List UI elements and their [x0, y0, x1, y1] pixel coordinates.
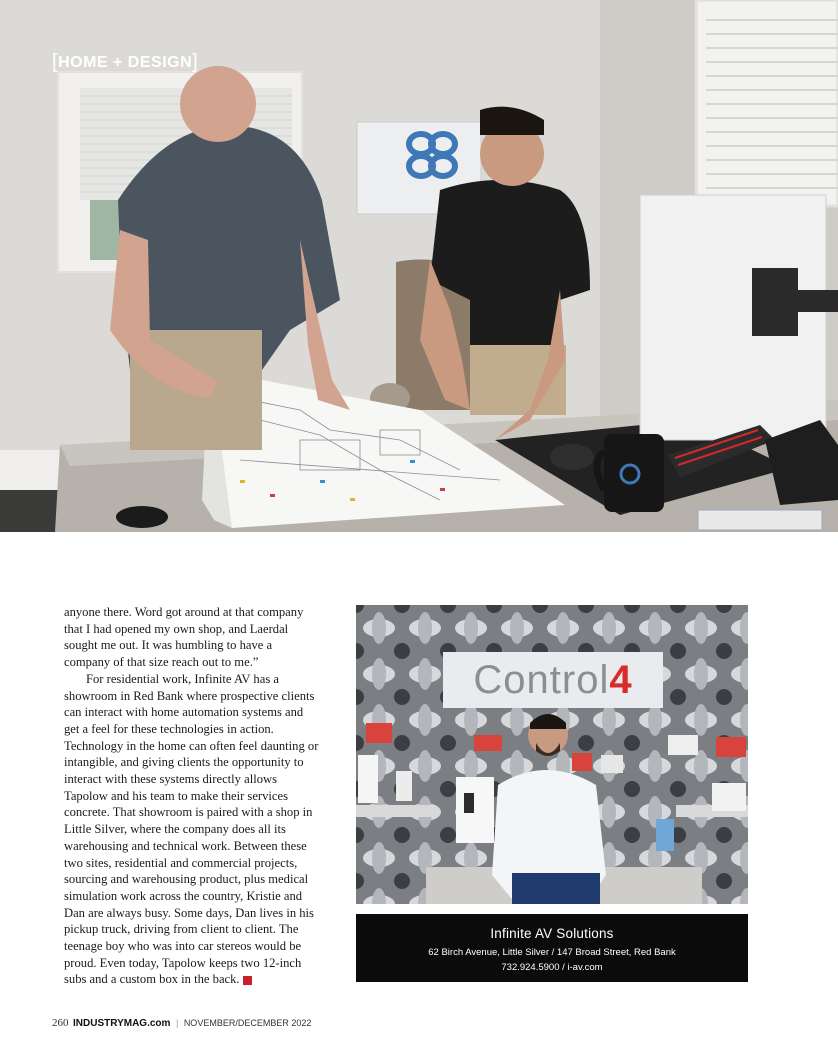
showroom-photo-illustration — [356, 605, 748, 904]
business-name: Infinite AV Solutions — [490, 926, 614, 941]
article-paragraph — [64, 671, 320, 988]
business-contact: 732.924.5900 / i-av.com — [501, 962, 603, 973]
article-paragraph-text: For residential work, Infinite AV has a showroom in Red Bank where prospective clients can interact with home automation systems and get a feel for these technologies in action. Technology in the home can often feel daunting or intangible, and giving clients the opportunity to interact with these systems directly allows Tapolow and his team to make their services concrete. That showroom is paired with a shop in Little Silver, where the company does all its warehousing and technical work. Between these two sites, residential and commercial projects, sourcing and warehousing product, plus medical simulation work across the country, Kristie and Dan are always busy. Some days, Dan lives in his pickup truck, driving from client to client. The teenage boy who was into car stereos would be proud. Even today, Tapolow keeps two 12-inch subs and a custom box in the back. — [64, 671, 319, 987]
section-tag — [52, 50, 198, 73]
showroom-photo — [356, 605, 748, 904]
article-body — [64, 604, 320, 988]
page-number: 260 — [52, 1017, 69, 1029]
magazine-name: INDUSTRYMAG.com — [73, 1018, 171, 1029]
bracket-close: ] — [192, 51, 199, 73]
bracket-open: [ — [52, 51, 59, 73]
control4-logo-numeral: 4 — [609, 657, 633, 702]
section-tag-label: HOME + DESIGN — [58, 54, 193, 71]
end-mark-icon: I — [243, 976, 252, 985]
issue-date: NOVEMBER/DECEMBER 2022 — [183, 1018, 312, 1028]
business-info-box — [356, 914, 748, 982]
page-footer — [52, 1017, 311, 1029]
control4-logo — [443, 652, 663, 708]
article-paragraph: anyone there. Word got around at that company that I had opened my own shop, and Laerdal sought me out. It was humbling to have a company of that size reach out to me.” — [64, 605, 304, 670]
business-address: 62 Birch Avenue, Little Silver / 147 Broad Street, Red Bank — [428, 947, 676, 958]
control4-logo-text: Control — [473, 657, 610, 702]
footer-separator: | — [175, 1018, 179, 1028]
